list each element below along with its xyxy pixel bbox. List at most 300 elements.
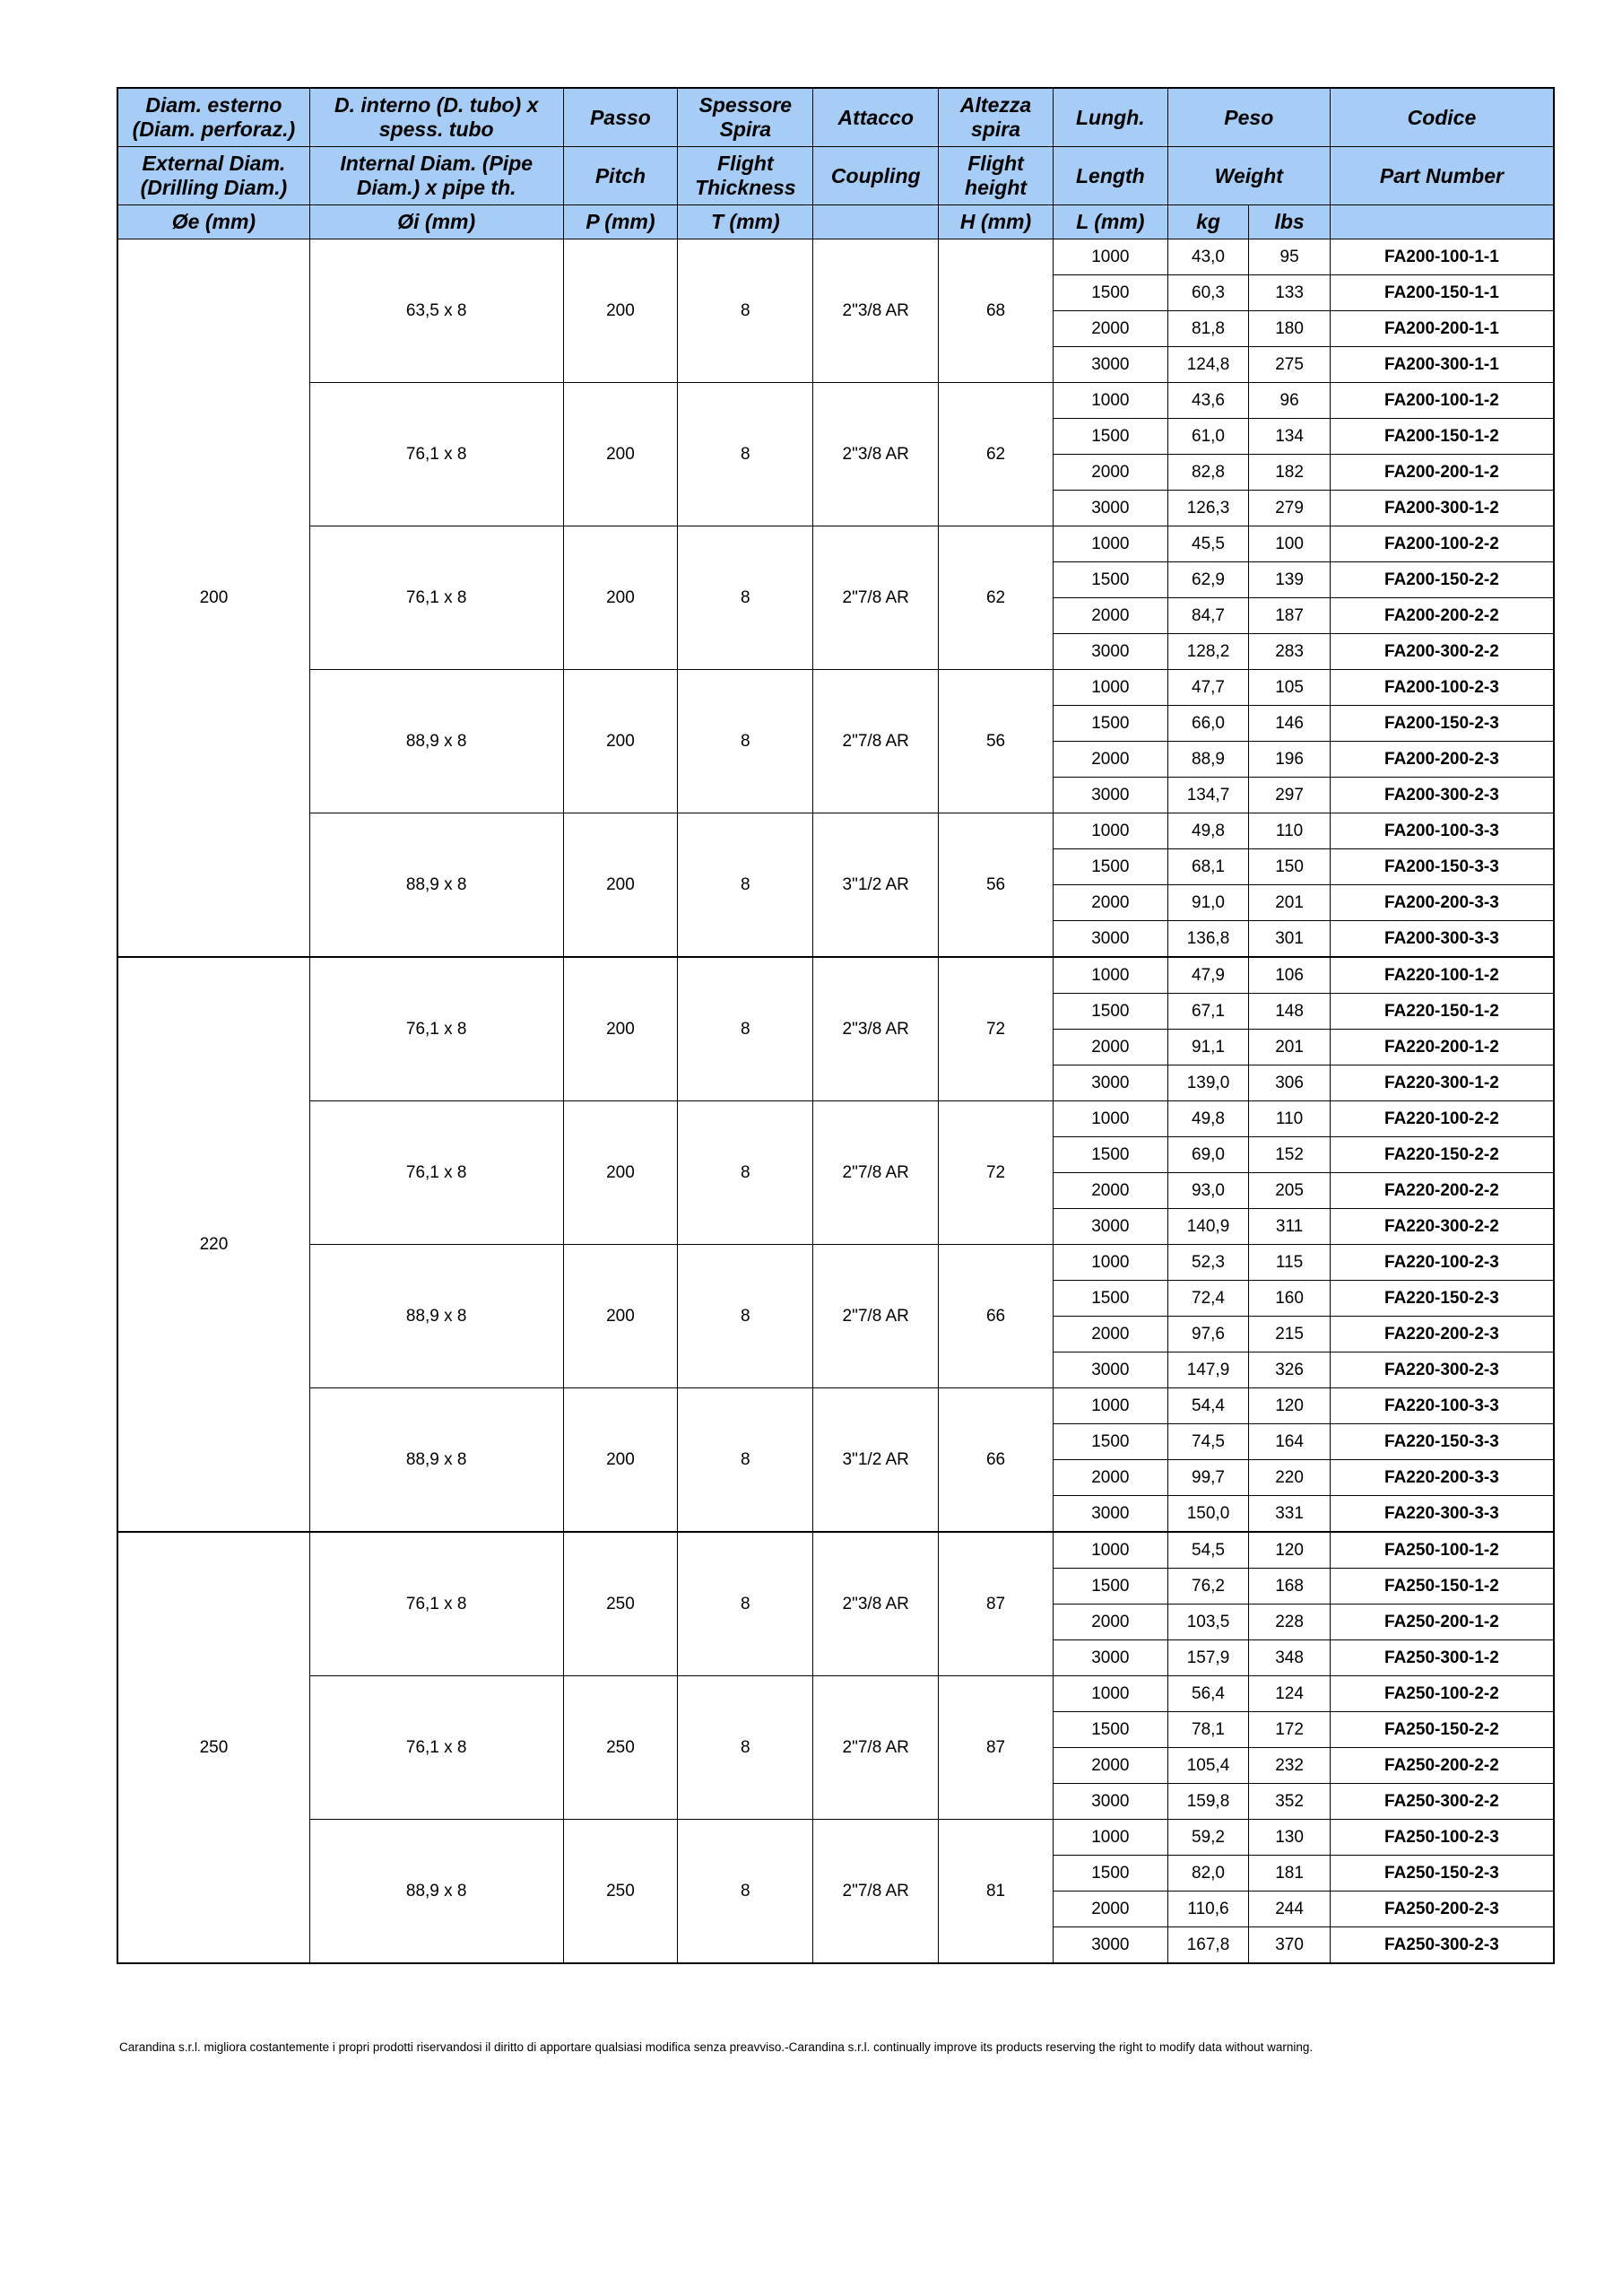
header-flight-thickness: Flight Thickness [678,147,813,205]
thickness-cell: 8 [678,813,813,958]
part-number-cell: FA200-300-2-2 [1330,634,1554,670]
length-cell: 1500 [1053,1569,1167,1605]
weight-lbs-cell: 172 [1249,1712,1331,1748]
part-number-cell: FA220-200-2-2 [1330,1173,1554,1209]
part-number-cell: FA250-300-1-2 [1330,1640,1554,1676]
weight-kg-cell: 99,7 [1167,1460,1249,1496]
weight-lbs-cell: 96 [1249,383,1331,419]
part-number-cell: FA250-150-2-3 [1330,1856,1554,1892]
weight-kg-cell: 78,1 [1167,1712,1249,1748]
weight-lbs-cell: 139 [1249,562,1331,598]
weight-kg-cell: 91,1 [1167,1030,1249,1065]
header-passo: Passo [563,88,678,147]
length-cell: 2000 [1053,742,1167,778]
length-cell: 2000 [1053,1892,1167,1927]
weight-lbs-cell: 120 [1249,1388,1331,1424]
length-cell: 1500 [1053,1856,1167,1892]
part-number-cell: FA220-150-2-3 [1330,1281,1554,1317]
weight-kg-cell: 150,0 [1167,1496,1249,1533]
thickness-cell: 8 [678,957,813,1101]
length-cell: 1500 [1053,1424,1167,1460]
thickness-cell: 8 [678,1676,813,1820]
thickness-cell: 8 [678,383,813,526]
length-cell: 1500 [1053,706,1167,742]
weight-kg-cell: 56,4 [1167,1676,1249,1712]
table-row [117,1245,1554,1281]
weight-kg-cell: 84,7 [1167,598,1249,634]
weight-lbs-cell: 130 [1249,1820,1331,1856]
part-number-cell: FA220-200-3-3 [1330,1460,1554,1496]
part-number-cell: FA220-100-1-2 [1330,957,1554,994]
length-cell: 1500 [1053,994,1167,1030]
length-cell: 1500 [1053,419,1167,455]
weight-kg-cell: 93,0 [1167,1173,1249,1209]
header-unit-t: T (mm) [678,205,813,239]
internal-diameter-cell: 88,9 x 8 [309,1820,563,1964]
header-unit-coupling [813,205,939,239]
weight-kg-cell: 49,8 [1167,1101,1249,1137]
pitch-cell: 250 [563,1532,678,1676]
weight-lbs-cell: 220 [1249,1460,1331,1496]
header-lungh: Lungh. [1053,88,1167,147]
weight-kg-cell: 43,6 [1167,383,1249,419]
header-spessore: Spessore Spira [678,88,813,147]
weight-kg-cell: 140,9 [1167,1209,1249,1245]
weight-kg-cell: 60,3 [1167,275,1249,311]
internal-diameter-cell: 76,1 x 8 [309,1532,563,1676]
header-unit-oe: Øe (mm) [117,205,309,239]
part-number-cell: FA200-300-3-3 [1330,921,1554,958]
header-external-diam: External Diam. (Drilling Diam.) [117,147,309,205]
part-number-cell: FA250-300-2-2 [1330,1784,1554,1820]
weight-kg-cell: 62,9 [1167,562,1249,598]
part-number-cell: FA220-150-1-2 [1330,994,1554,1030]
table-row [117,1820,1554,1856]
part-number-cell: FA220-300-1-2 [1330,1065,1554,1101]
weight-kg-cell: 103,5 [1167,1605,1249,1640]
header-length: Length [1053,147,1167,205]
pitch-cell: 200 [563,1245,678,1388]
pitch-cell: 250 [563,1676,678,1820]
weight-lbs-cell: 196 [1249,742,1331,778]
length-cell: 1000 [1053,957,1167,994]
weight-lbs-cell: 228 [1249,1605,1331,1640]
thickness-cell: 8 [678,1245,813,1388]
weight-kg-cell: 43,0 [1167,239,1249,275]
weight-lbs-cell: 120 [1249,1532,1331,1569]
thickness-cell: 8 [678,1101,813,1245]
length-cell: 1000 [1053,1388,1167,1424]
part-number-cell: FA220-200-2-3 [1330,1317,1554,1352]
internal-diameter-cell: 76,1 x 8 [309,526,563,670]
length-cell: 1000 [1053,1101,1167,1137]
header-row-italian [117,88,1554,147]
weight-lbs-cell: 168 [1249,1569,1331,1605]
weight-kg-cell: 66,0 [1167,706,1249,742]
height-cell: 87 [939,1676,1054,1820]
length-cell: 3000 [1053,1927,1167,1964]
table-header [117,88,1554,239]
coupling-cell: 2"7/8 AR [813,1676,939,1820]
height-cell: 72 [939,957,1054,1101]
pitch-cell: 200 [563,526,678,670]
table-row [117,957,1554,994]
part-number-cell: FA220-100-2-2 [1330,1101,1554,1137]
weight-kg-cell: 76,2 [1167,1569,1249,1605]
weight-kg-cell: 88,9 [1167,742,1249,778]
weight-lbs-cell: 152 [1249,1137,1331,1173]
weight-lbs-cell: 124 [1249,1676,1331,1712]
weight-lbs-cell: 146 [1249,706,1331,742]
weight-kg-cell: 68,1 [1167,849,1249,885]
length-cell: 1000 [1053,1245,1167,1281]
part-number-cell: FA200-300-1-2 [1330,491,1554,526]
length-cell: 3000 [1053,1640,1167,1676]
weight-kg-cell: 159,8 [1167,1784,1249,1820]
weight-lbs-cell: 105 [1249,670,1331,706]
weight-lbs-cell: 164 [1249,1424,1331,1460]
internal-diameter-cell: 88,9 x 8 [309,813,563,958]
thickness-cell: 8 [678,526,813,670]
header-altezza: Altezza spira [939,88,1054,147]
height-cell: 81 [939,1820,1054,1964]
weight-kg-cell: 82,8 [1167,455,1249,491]
part-number-cell: FA220-100-3-3 [1330,1388,1554,1424]
internal-diameter-cell: 88,9 x 8 [309,1388,563,1533]
internal-diameter-cell: 76,1 x 8 [309,1676,563,1820]
length-cell: 1000 [1053,1532,1167,1569]
weight-lbs-cell: 201 [1249,885,1331,921]
header-internal-diam: Internal Diam. (Pipe Diam.) x pipe th. [309,147,563,205]
weight-lbs-cell: 275 [1249,347,1331,383]
pitch-cell: 200 [563,1101,678,1245]
internal-diameter-cell: 76,1 x 8 [309,957,563,1101]
weight-lbs-cell: 201 [1249,1030,1331,1065]
weight-lbs-cell: 150 [1249,849,1331,885]
length-cell: 1000 [1053,813,1167,849]
internal-diameter-cell: 76,1 x 8 [309,1101,563,1245]
part-number-cell: FA250-200-1-2 [1330,1605,1554,1640]
pitch-cell: 200 [563,239,678,383]
part-number-cell: FA200-150-1-1 [1330,275,1554,311]
weight-kg-cell: 45,5 [1167,526,1249,562]
weight-kg-cell: 52,3 [1167,1245,1249,1281]
length-cell: 3000 [1053,491,1167,526]
header-part-number: Part Number [1330,147,1554,205]
thickness-cell: 8 [678,239,813,383]
weight-kg-cell: 97,6 [1167,1317,1249,1352]
thickness-cell: 8 [678,670,813,813]
weight-lbs-cell: 180 [1249,311,1331,347]
length-cell: 1500 [1053,849,1167,885]
weight-lbs-cell: 301 [1249,921,1331,958]
part-number-cell: FA220-300-2-3 [1330,1352,1554,1388]
table-row [117,1101,1554,1137]
length-cell: 2000 [1053,311,1167,347]
pitch-cell: 200 [563,383,678,526]
part-number-cell: FA200-100-1-2 [1330,383,1554,419]
weight-lbs-cell: 370 [1249,1927,1331,1964]
pitch-cell: 200 [563,813,678,958]
header-unit-h: H (mm) [939,205,1054,239]
table-row [117,239,1554,275]
weight-lbs-cell: 106 [1249,957,1331,994]
length-cell: 3000 [1053,347,1167,383]
coupling-cell: 2"7/8 AR [813,1101,939,1245]
part-number-cell: FA200-300-2-3 [1330,778,1554,813]
weight-kg-cell: 167,8 [1167,1927,1249,1964]
length-cell: 2000 [1053,1317,1167,1352]
pitch-cell: 200 [563,1388,678,1533]
weight-lbs-cell: 326 [1249,1352,1331,1388]
table-row [117,383,1554,419]
weight-kg-cell: 147,9 [1167,1352,1249,1388]
pitch-cell: 200 [563,670,678,813]
header-pitch: Pitch [563,147,678,205]
header-attacco: Attacco [813,88,939,147]
length-cell: 2000 [1053,1460,1167,1496]
length-cell: 2000 [1053,885,1167,921]
thickness-cell: 8 [678,1388,813,1533]
height-cell: 56 [939,670,1054,813]
header-diam-esterno: Diam. esterno (Diam. perforaz.) [117,88,309,147]
weight-kg-cell: 110,6 [1167,1892,1249,1927]
part-number-cell: FA200-150-2-3 [1330,706,1554,742]
height-cell: 66 [939,1388,1054,1533]
length-cell: 1000 [1053,239,1167,275]
part-number-cell: FA220-300-2-2 [1330,1209,1554,1245]
weight-lbs-cell: 306 [1249,1065,1331,1101]
weight-kg-cell: 134,7 [1167,778,1249,813]
part-number-cell: FA200-100-1-1 [1330,239,1554,275]
part-number-cell: FA200-100-2-3 [1330,670,1554,706]
part-number-cell: FA200-200-2-3 [1330,742,1554,778]
weight-kg-cell: 157,9 [1167,1640,1249,1676]
weight-lbs-cell: 148 [1249,994,1331,1030]
part-number-cell: FA250-150-1-2 [1330,1569,1554,1605]
internal-diameter-cell: 76,1 x 8 [309,383,563,526]
weight-kg-cell: 136,8 [1167,921,1249,958]
part-number-cell: FA250-100-2-2 [1330,1676,1554,1712]
length-cell: 1000 [1053,526,1167,562]
part-number-cell: FA220-200-1-2 [1330,1030,1554,1065]
length-cell: 1000 [1053,1676,1167,1712]
footnote: Carandina s.r.l. migliora costantemente i propri prodotti riservandosi il diritto di apportare qualsiasi modifica senza preavviso.-Carandina s.r.l. continually improve its products reserving the right to modify data without warning. [119,2040,1314,2054]
weight-lbs-cell: 311 [1249,1209,1331,1245]
coupling-cell: 3"1/2 AR [813,1388,939,1533]
weight-kg-cell: 54,4 [1167,1388,1249,1424]
table-row [117,670,1554,706]
weight-kg-cell: 59,2 [1167,1820,1249,1856]
part-number-cell: FA200-150-1-2 [1330,419,1554,455]
weight-kg-cell: 124,8 [1167,347,1249,383]
height-cell: 68 [939,239,1054,383]
part-number-cell: FA200-100-3-3 [1330,813,1554,849]
weight-lbs-cell: 133 [1249,275,1331,311]
weight-lbs-cell: 348 [1249,1640,1331,1676]
coupling-cell: 2"3/8 AR [813,957,939,1101]
weight-kg-cell: 47,9 [1167,957,1249,994]
weight-lbs-cell: 232 [1249,1748,1331,1784]
length-cell: 1000 [1053,1820,1167,1856]
weight-lbs-cell: 283 [1249,634,1331,670]
length-cell: 1500 [1053,562,1167,598]
weight-lbs-cell: 160 [1249,1281,1331,1317]
length-cell: 1500 [1053,275,1167,311]
weight-lbs-cell: 279 [1249,491,1331,526]
header-unit-code [1330,205,1554,239]
length-cell: 3000 [1053,1496,1167,1533]
length-cell: 3000 [1053,1209,1167,1245]
coupling-cell: 2"7/8 AR [813,1820,939,1964]
internal-diameter-cell: 88,9 x 8 [309,1245,563,1388]
table-row [117,813,1554,849]
header-unit-lbs: lbs [1249,205,1331,239]
part-number-cell: FA220-100-2-3 [1330,1245,1554,1281]
part-number-cell: FA200-100-2-2 [1330,526,1554,562]
length-cell: 1500 [1053,1281,1167,1317]
weight-kg-cell: 81,8 [1167,311,1249,347]
part-number-cell: FA200-150-3-3 [1330,849,1554,885]
weight-lbs-cell: 100 [1249,526,1331,562]
part-number-cell: FA220-150-3-3 [1330,1424,1554,1460]
weight-lbs-cell: 187 [1249,598,1331,634]
weight-kg-cell: 54,5 [1167,1532,1249,1569]
length-cell: 3000 [1053,778,1167,813]
weight-lbs-cell: 205 [1249,1173,1331,1209]
length-cell: 1500 [1053,1712,1167,1748]
weight-kg-cell: 74,5 [1167,1424,1249,1460]
spec-sheet [117,87,1555,1964]
weight-kg-cell: 126,3 [1167,491,1249,526]
weight-lbs-cell: 95 [1249,239,1331,275]
height-cell: 66 [939,1245,1054,1388]
weight-kg-cell: 128,2 [1167,634,1249,670]
external-diameter-cell: 250 [117,1532,309,1963]
part-number-cell: FA200-300-1-1 [1330,347,1554,383]
external-diameter-cell: 200 [117,239,309,958]
header-flight-height: Flight height [939,147,1054,205]
length-cell: 3000 [1053,1065,1167,1101]
weight-kg-cell: 61,0 [1167,419,1249,455]
weight-lbs-cell: 215 [1249,1317,1331,1352]
part-number-cell: FA250-300-2-3 [1330,1927,1554,1964]
weight-kg-cell: 67,1 [1167,994,1249,1030]
header-coupling: Coupling [813,147,939,205]
header-codice: Codice [1330,88,1554,147]
length-cell: 2000 [1053,1748,1167,1784]
weight-lbs-cell: 181 [1249,1856,1331,1892]
length-cell: 2000 [1053,1030,1167,1065]
part-number-cell: FA250-100-2-3 [1330,1820,1554,1856]
weight-kg-cell: 47,7 [1167,670,1249,706]
coupling-cell: 2"3/8 AR [813,1532,939,1676]
table-row [117,1532,1554,1569]
part-number-cell: FA200-200-1-2 [1330,455,1554,491]
header-unit-l: L (mm) [1053,205,1167,239]
coupling-cell: 3"1/2 AR [813,813,939,958]
header-peso: Peso [1167,88,1330,147]
weight-lbs-cell: 182 [1249,455,1331,491]
header-weight: Weight [1167,147,1330,205]
header-row-english [117,147,1554,205]
internal-diameter-cell: 63,5 x 8 [309,239,563,383]
part-number-cell: FA250-200-2-2 [1330,1748,1554,1784]
weight-kg-cell: 139,0 [1167,1065,1249,1101]
coupling-cell: 2"3/8 AR [813,239,939,383]
weight-lbs-cell: 110 [1249,813,1331,849]
height-cell: 62 [939,383,1054,526]
table-row [117,1676,1554,1712]
table-row [117,526,1554,562]
part-number-cell: FA200-200-2-2 [1330,598,1554,634]
part-number-cell: FA220-300-3-3 [1330,1496,1554,1533]
header-diam-interno: D. interno (D. tubo) x spess. tubo [309,88,563,147]
weight-lbs-cell: 331 [1249,1496,1331,1533]
weight-kg-cell: 105,4 [1167,1748,1249,1784]
weight-kg-cell: 69,0 [1167,1137,1249,1173]
part-number-cell: FA200-200-1-1 [1330,311,1554,347]
height-cell: 72 [939,1101,1054,1245]
weight-lbs-cell: 352 [1249,1784,1331,1820]
weight-lbs-cell: 244 [1249,1892,1331,1927]
weight-lbs-cell: 297 [1249,778,1331,813]
height-cell: 62 [939,526,1054,670]
weight-kg-cell: 91,0 [1167,885,1249,921]
length-cell: 2000 [1053,1605,1167,1640]
coupling-cell: 2"3/8 AR [813,383,939,526]
length-cell: 3000 [1053,921,1167,958]
header-unit-kg: kg [1167,205,1249,239]
coupling-cell: 2"7/8 AR [813,1245,939,1388]
height-cell: 87 [939,1532,1054,1676]
pitch-cell: 250 [563,1820,678,1964]
part-number-cell: FA200-150-2-2 [1330,562,1554,598]
length-cell: 3000 [1053,1352,1167,1388]
thickness-cell: 8 [678,1820,813,1964]
part-number-cell: FA250-100-1-2 [1330,1532,1554,1569]
height-cell: 56 [939,813,1054,958]
weight-lbs-cell: 110 [1249,1101,1331,1137]
length-cell: 3000 [1053,634,1167,670]
weight-kg-cell: 82,0 [1167,1856,1249,1892]
table-row [117,1388,1554,1424]
part-number-cell: FA200-200-3-3 [1330,885,1554,921]
part-number-cell: FA220-150-2-2 [1330,1137,1554,1173]
length-cell: 3000 [1053,1784,1167,1820]
part-number-cell: FA250-200-2-3 [1330,1892,1554,1927]
weight-lbs-cell: 134 [1249,419,1331,455]
weight-lbs-cell: 115 [1249,1245,1331,1281]
length-cell: 2000 [1053,1173,1167,1209]
coupling-cell: 2"7/8 AR [813,670,939,813]
length-cell: 1000 [1053,670,1167,706]
header-row-units [117,205,1554,239]
thickness-cell: 8 [678,1532,813,1676]
auger-spec-table [117,87,1555,1964]
part-number-cell: FA250-150-2-2 [1330,1712,1554,1748]
pitch-cell: 200 [563,957,678,1101]
header-unit-p: P (mm) [563,205,678,239]
coupling-cell: 2"7/8 AR [813,526,939,670]
table-body [117,239,1554,1964]
header-unit-oi: Øi (mm) [309,205,563,239]
length-cell: 1500 [1053,1137,1167,1173]
weight-kg-cell: 49,8 [1167,813,1249,849]
weight-kg-cell: 72,4 [1167,1281,1249,1317]
length-cell: 1000 [1053,383,1167,419]
length-cell: 2000 [1053,455,1167,491]
